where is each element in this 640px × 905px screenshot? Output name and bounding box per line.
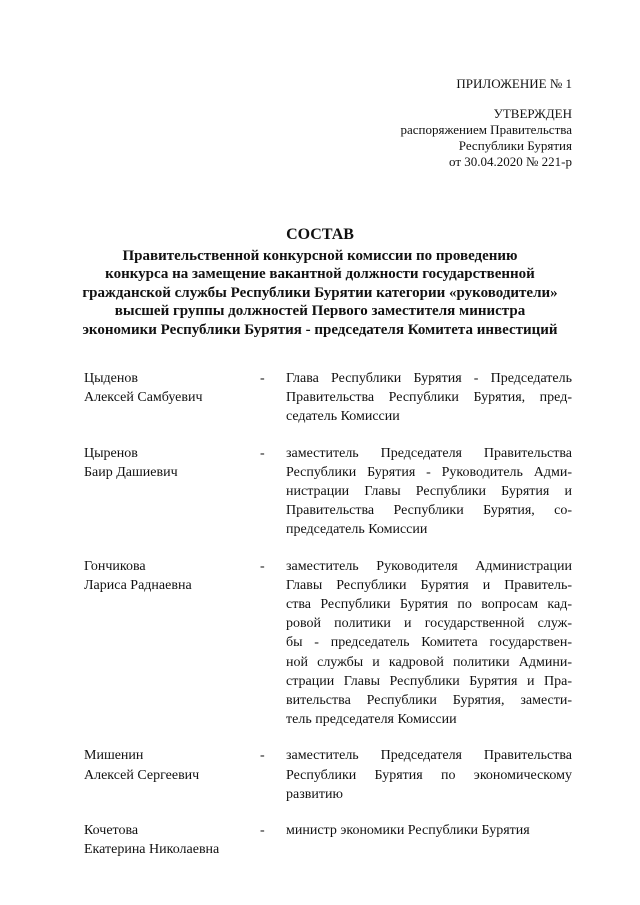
- member-row: [84, 746, 572, 804]
- member-role-line: страции Главы Республики Бурятия и Пра-: [286, 673, 572, 689]
- member-role-line: Главы Республики Бурятия и Правитель-: [286, 577, 572, 593]
- member-role: [286, 557, 572, 730]
- member-role-line: ровой политики и государственной служ-: [286, 616, 572, 632]
- member-role-line: министр экономики Республики Бурятия: [286, 823, 530, 839]
- document-title: [70, 226, 570, 339]
- member-name: [84, 821, 260, 859]
- title-subtitle-line: конкурса на замещение вакантной должности государственной: [105, 266, 535, 282]
- member-name: [84, 746, 260, 804]
- member-surname: Цыденов: [84, 371, 138, 386]
- approved-by-line: Республики Бурятия: [458, 138, 572, 153]
- approval-header: [400, 76, 572, 170]
- member-role-line: Правительства Республики Бурятия, пред-: [286, 390, 572, 406]
- member-role: [286, 746, 572, 804]
- member-role: [286, 444, 572, 540]
- member-given-names: Екатерина Николаевна: [84, 842, 220, 858]
- member-role-line: Республики Бурятия - Руководитель Адми-: [286, 464, 572, 480]
- member-role-line: нистрации Главы Республики Бурятия и: [286, 484, 572, 500]
- member-row: [84, 369, 572, 427]
- member-role-line: бы - председатель Комитета государствен-: [286, 635, 572, 651]
- member-surname: Цыренов: [84, 445, 138, 461]
- member-role-line: ства Республики Бурятия по вопросам кад-: [286, 597, 572, 613]
- member-surname: Мишенин: [84, 748, 144, 764]
- member-surname: Гончикова: [84, 558, 146, 574]
- approval-date-number: от 30.04.2020 № 221-р: [449, 154, 572, 169]
- title-subtitle-line: гражданской службы Республики Бурятии категории «руководители»: [82, 284, 558, 301]
- title-subtitle-line: высшей группы должностей Первого заместителя министра: [114, 303, 526, 319]
- member-dash: -: [260, 748, 265, 764]
- member-role-line: развитию: [286, 786, 343, 802]
- member-dash: -: [260, 558, 265, 574]
- member-role-line: Республики Бурятия по экономическому: [286, 767, 572, 783]
- member-role: [286, 369, 572, 427]
- commission-members-list: [84, 369, 572, 876]
- member-role-line: седатель Комиссии: [286, 409, 400, 425]
- member-given-names: Лариса Раднаевна: [84, 577, 192, 593]
- title-main: СОСТАВ: [286, 226, 354, 243]
- member-role-line: заместитель Председателя Правительства: [286, 445, 572, 461]
- member-name: [84, 444, 260, 540]
- member-role-line: вительства Республики Бурятия, замести-: [286, 693, 572, 709]
- member-given-names: Баир Дашиевич: [84, 464, 178, 480]
- member-role: [286, 821, 572, 859]
- member-role-line: тель председателя Комиссии: [286, 712, 457, 728]
- member-row: [84, 557, 572, 730]
- member-row: [84, 444, 572, 540]
- member-role-line: Правительства Республики Бурятия, со-: [286, 503, 572, 519]
- title-subtitle-line: Правительственной конкурсной комиссии по проведению: [122, 247, 518, 264]
- member-role-line: Глава Республики Бурятия - Председатель: [286, 371, 572, 386]
- member-role-line: ной службы и кадровой политики Админи-: [286, 654, 572, 670]
- approved-by-line: распоряжением Правительства: [400, 122, 572, 137]
- title-subtitle-line: экономики Республики Бурятия - председателя Комитета инвестиций: [82, 321, 558, 338]
- member-surname: Кочетова: [84, 823, 139, 839]
- member-role-line: заместитель Председателя Правительства: [286, 748, 572, 764]
- member-role-line: заместитель Руководителя Администрации: [286, 558, 572, 574]
- member-given-names: Алексей Сергеевич: [84, 767, 200, 783]
- member-role-line: председатель Комиссии: [286, 522, 428, 538]
- approved-label: УТВЕРЖДЕН: [493, 106, 572, 121]
- member-name: [84, 369, 260, 427]
- member-given-names: Алексей Самбуевич: [84, 390, 203, 406]
- member-name: [84, 557, 260, 730]
- appendix-label: ПРИЛОЖЕНИЕ № 1: [456, 76, 572, 91]
- member-dash: -: [260, 823, 265, 839]
- member-row: [84, 821, 572, 859]
- member-dash: -: [260, 445, 265, 461]
- member-dash: -: [260, 371, 265, 386]
